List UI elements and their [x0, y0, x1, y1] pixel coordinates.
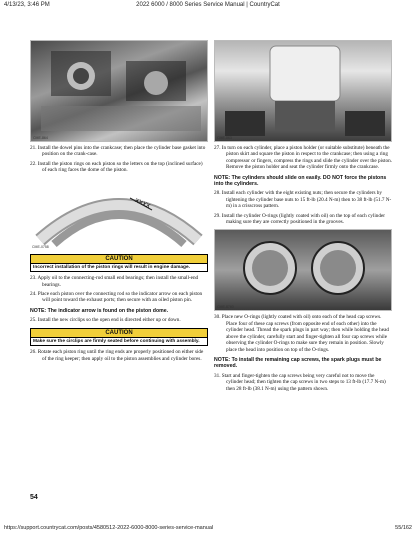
print-page-count: 55/162: [395, 525, 412, 531]
cylinder-photo: [214, 40, 392, 142]
cylinder-head-photo: [214, 229, 392, 311]
caution-title: CAUTION: [31, 329, 207, 338]
browser-footer: [4, 525, 412, 535]
print-datetime: 4/13/23, 3:46 PM: [4, 2, 50, 8]
cylinder-illustration: [215, 41, 392, 141]
step-27: 27. In turn on each cylinder, place a piston holder (or suitable substitute) beneath the piston skirt and square the piston in respect to the crankcase; then using a ring compressor or fingers, compress the rings and slide the cylinder over the piston. Remove the piston holder and seat the cylinder firmly onto the crankcase.: [214, 145, 392, 171]
ring-marking-label: XXXX: [133, 197, 151, 210]
note-cylinders: NOTE: The cylinders should slide on easily. DO NOT force the pistons into the cylinders.: [214, 174, 387, 188]
piston-ring-icon: [30, 180, 208, 250]
step-28: 28. Install each cylinder with the eight existing nuts; then secure the cylinders by tightening the cylinder base nuts to 15 ft-lb (20.4 N-m) then to 38 ft-lb (51.7 N-m) in a crisscross pattern.: [214, 190, 392, 210]
step-26: 26. Rotate each piston ring until the ring ends are properly positioned on either side of the ring keeper; then apply oil to the piston assemblies and cylinder bores.: [30, 349, 204, 362]
right-column: [214, 40, 392, 392]
page-title: 2022 6000 / 8000 Series Service Manual | CountryCat: [136, 2, 280, 8]
crankcase-photo: [30, 40, 208, 142]
note-indicator-arrow: NOTE: The indicator arrow is found on the piston dome.: [30, 307, 169, 314]
page-number: 54: [30, 494, 38, 501]
caution-body: Incorrect installation of the piston rings will result in engine damage.: [33, 264, 190, 270]
caution-body: Make sure the circlips are firmly seated before continuing with assembly.: [33, 338, 200, 344]
step-23: 23. Apply oil to the connecting-rod small end bearings; then install the small-end bearings.: [30, 275, 199, 288]
step-21: 21. Install the dowel pins into the crankcase; then place the cylinder base gasket into position on the crank-case.: [30, 145, 206, 158]
cylinder-bores-illustration: [215, 230, 392, 310]
piston-ring-diagram: [30, 180, 208, 250]
step-29: 29. Install the cylinder O-rings (lightly coated with oil) on the top of each cylinder making sure they are correctly positioned in the grooves.: [214, 212, 385, 226]
photo-caption: CME-8760: [217, 305, 234, 310]
engine-illustration: [31, 41, 208, 141]
step-22: 22. Install the piston rings on each piston so the letters on the top (inclined surface) of each ring faces the dome of the piston.: [30, 160, 203, 174]
browser-header: [4, 2, 412, 14]
step-30: 30. Place new O-rings (lightly coated with oil) onto each of the head cap screws. Place four of these cap screws (from opposite end of each other) into the cylinder head. Thread the spark plugs in part way; then while holding the head above the cylinder, carefully start and finger-tighten all four cap screws while observing the cylinder O-rings to make sure they remain in position. Slowly place the head into position on top of the O-rings.: [214, 314, 389, 353]
diagram-caption: CME-0758: [32, 244, 49, 249]
caution-box-rings: [30, 254, 208, 273]
left-column: [30, 40, 208, 362]
note-cap-screws: NOTE: To install the remaining cap screws, the spark plugs must be removed.: [214, 356, 382, 370]
page-url[interactable]: https://support.countrycat.com/posts/4580512-2022-6000-8000-series-service-manual: [4, 525, 214, 531]
caution-title: CAUTION: [31, 255, 207, 264]
photo-caption: CME-864: [33, 136, 48, 140]
caution-box-circlips: [30, 328, 208, 347]
photo-caption: CME-863: [217, 136, 232, 140]
step-31: 31. Start and finger-tighten the cap screws being very careful not to move the cylinder head; then tighten the cap screws in two steps to 13 ft-lb (17.7 N-m) then 28 ft-lb (38.1 N-m) using the pattern shown.: [214, 372, 386, 392]
step-25: 25. Install the new circlips so the open end is directed either up or down.: [30, 317, 181, 324]
step-24: 24. Place each piston over the connecting rod so the indicator arrow on each piston will point toward the exhaust ports; then secure with an oiled piston pin.: [30, 291, 203, 304]
